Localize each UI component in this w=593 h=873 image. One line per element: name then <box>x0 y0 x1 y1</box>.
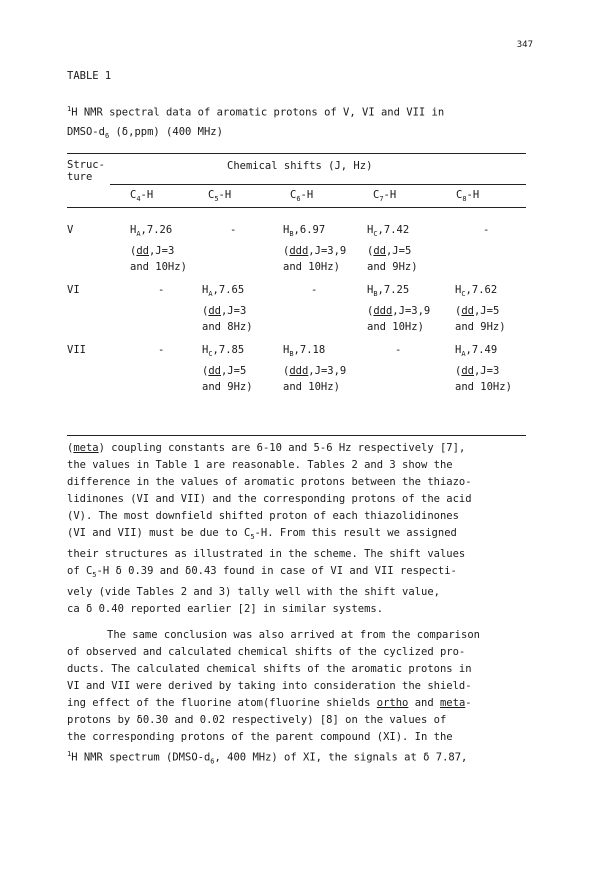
paragraph-1: (meta) coupling constants are 6-10 and 5-6 Hz respectively [7], the values in Table 1 are reasonable. Tables 2 and 3 show the difference in the values of aromatic protons between the thiazo- lidinones (VI and VII) and the corresponding protons of the acid (V). The most downfield shifted proton of each thiazolidinones (VI and VII) must be due to $C_5-H$. From this result we assigned their structures as illustrated in the scheme. The shift values of $C_5-H$ δ 0.39 and δ0.43 found in case of VI and VII respecti- vely (vide Tables 2 and 3) tally well with the shift value, ca δ 0.40 reported earlier [2] in similar systems. <box>67 442 472 616</box>
table-cell: $H_A,7.26$ (dd,J=3 and 10Hz) <box>130 224 187 274</box>
caption-line-2b: (δ,ppm) (400 MHz) <box>109 125 223 138</box>
table-caption <box>67 100 444 146</box>
column-header: $C_8-H$ <box>456 189 480 204</box>
table-cell: - <box>395 344 402 356</box>
paragraph-2: The same conclusion was also arrived at from the comparison of observed and calculated chemical shifts of the cyclized pro- ducts. The calculated chemical shifts of the aromatic protons in VI and VII were derived by taking into consideration the shield- ing effect of the fluorine atom(fluorine shields ortho and meta- protons by δ0.30 and 0.02 respectively) [8] on the values of the corresponding protons of the parent compound (XI). In the $^1$H NMR spectrum ($DMSO-d_6$, 400 MHz) of XI, the signals at δ 7.87, <box>67 629 480 766</box>
table-cell: $H_B,6.97$ (ddd,J=3,9 and 10Hz) <box>283 224 347 274</box>
table-cell: - <box>230 224 237 236</box>
table-cell: $H_B,7.18$ (ddd,J=3,9 and 10Hz) <box>283 344 347 394</box>
caption-sup: 1 <box>67 105 72 113</box>
caption-line-2a: DMSO-d <box>67 125 105 138</box>
column-header: $C_6-H$ <box>290 189 314 204</box>
header-structure: Struc- ture <box>67 159 105 183</box>
page-number: 347 <box>516 40 533 50</box>
column-header: $C_4-H$ <box>130 189 154 204</box>
table-cell: - <box>158 344 165 356</box>
table-cell: $H_C,7.62$ (dd,J=5 and 9Hz) <box>455 284 506 334</box>
structure-label: VII <box>67 344 86 356</box>
table-cell: $H_C,7.42$ (dd,J=5 and 9Hz) <box>367 224 418 274</box>
table-bottom-rule <box>67 435 526 436</box>
table-cell: $H_B,7.25$ (ddd,J=3,9 and 10Hz) <box>367 284 431 334</box>
table-cell: $H_C,7.85$ (dd,J=5 and 9Hz) <box>202 344 253 394</box>
table-cell: - <box>311 284 318 296</box>
table-top-rule <box>67 153 526 154</box>
header-chemical-shifts: Chemical shifts (J, Hz) <box>227 160 373 172</box>
table-label: TABLE 1 <box>67 70 112 82</box>
column-header: $C_7-H$ <box>373 189 397 204</box>
table-cell: $H_A,7.49$ (dd,J=3 and 10Hz) <box>455 344 512 394</box>
column-header: $C_5-H$ <box>208 189 232 204</box>
structure-label: VI <box>67 284 80 296</box>
table-cell: $H_A,7.65$ (dd,J=3 and 8Hz) <box>202 284 253 334</box>
table-cell: - <box>483 224 490 236</box>
structure-label: V <box>67 224 74 236</box>
caption-line-1: H NMR spectral data of aromatic protons of V, VI and VII in <box>71 106 445 119</box>
table-cell: - <box>158 284 165 296</box>
group-header-rule <box>110 184 526 185</box>
caption-sub: 6 <box>104 131 110 140</box>
